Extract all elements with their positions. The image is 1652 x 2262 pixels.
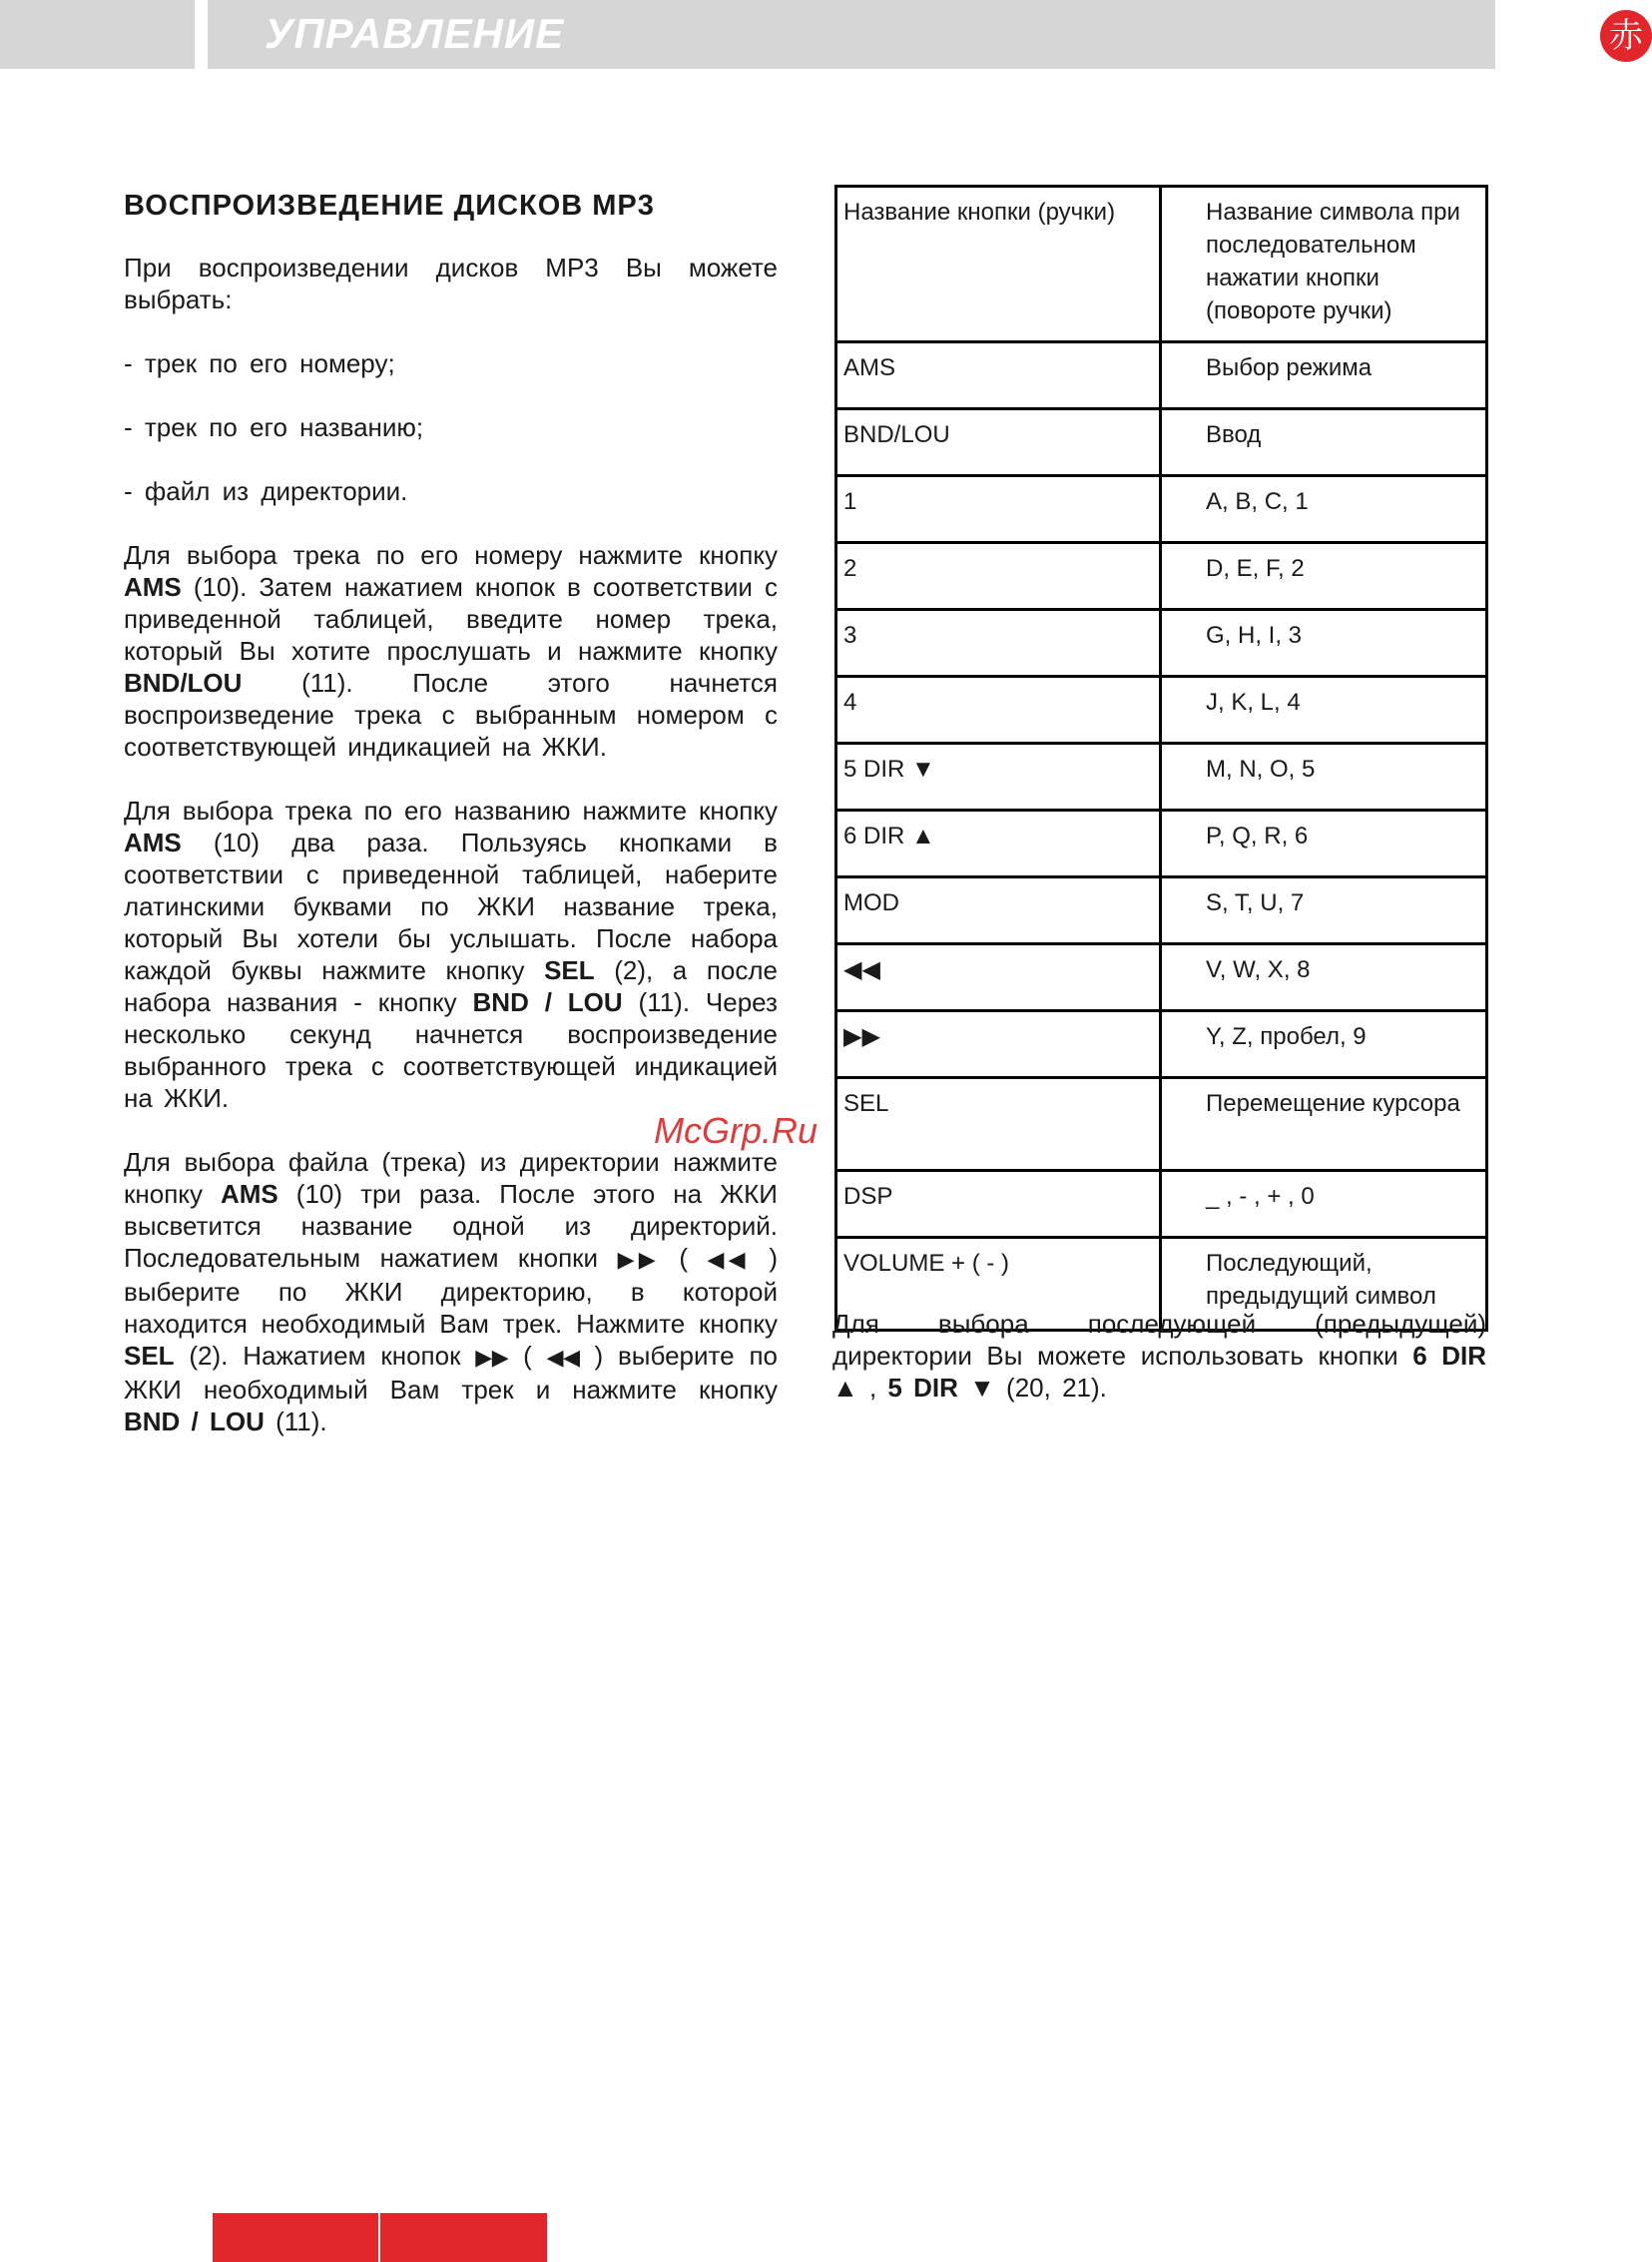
intro-paragraph: При воспроизведении дисков MP3 Вы можете выбрать: (124, 253, 778, 314)
bold-term: AMS (124, 572, 182, 602)
table-row (836, 811, 1487, 877)
text: (11). (264, 1407, 327, 1436)
text: ( (659, 1243, 708, 1273)
fast-forward-icon: ▶▶ (617, 1247, 660, 1272)
table-row (836, 1171, 1487, 1238)
table-cell-value: Выбор режима (1161, 342, 1487, 409)
bold-term: SEL (544, 955, 595, 985)
text: Для выбора последующей (предыдущей) директории Вы можете использовать кнопки (832, 1309, 1486, 1371)
table-row (836, 476, 1487, 543)
bold-term: SEL (124, 1341, 175, 1371)
table-cell-value: V, W, X, 8 (1161, 944, 1487, 1011)
table-cell-key: SEL (836, 1078, 1161, 1171)
table-header-cell: Название кнопки (ручки) (836, 187, 1161, 342)
rewind-icon: ◀◀ (707, 1247, 750, 1272)
paragraph-track-number (124, 539, 778, 763)
table-cell-value: A, B, C, 1 (1161, 476, 1487, 543)
bold-term: BND / LOU (124, 1407, 265, 1436)
table-row (836, 610, 1487, 677)
page-title: УПРАВЛЕНИЕ (265, 10, 565, 57)
text: (10) два раза. Пользуясь кнопками в соответствии с приведенной таблицей, наберите латинскими буквами по ЖКИ название трека, который Вы хотели бы услышать. После набора каждой буквы нажмите кнопку (124, 828, 778, 985)
table-cell-key: DSP (836, 1171, 1161, 1238)
table-cell-value: Y, Z, пробел, 9 (1161, 1011, 1487, 1078)
fast-forward-icon: ▶▶ (475, 1345, 509, 1370)
table-cell-key: BND/LOU (836, 409, 1161, 476)
table-cell-value: M, N, O, 5 (1161, 744, 1487, 811)
table-cell-value: P, Q, R, 6 (1161, 811, 1487, 877)
table-cell-value: D, E, F, 2 (1161, 543, 1487, 610)
table-cell-key: VOLUME + ( - ) (836, 1238, 1161, 1331)
directory-note (832, 1308, 1486, 1404)
text: ) выберите по ЖКИ необходимый Вам трек и нажмите кнопку (124, 1341, 778, 1405)
table-cell-key: AMS (836, 342, 1161, 409)
table-cell-key: MOD (836, 877, 1161, 944)
text: (20, 21). (994, 1373, 1107, 1403)
fast-forward-icon: ▶▶ (836, 1011, 1161, 1078)
table-row (836, 409, 1487, 476)
table-cell-key: 2 (836, 543, 1161, 610)
paragraph-track-name (124, 795, 778, 1114)
bold-term: 6 DIR ▲ (832, 1341, 1486, 1403)
table-cell-key: 3 (836, 610, 1161, 677)
table-cell-value: Ввод (1161, 409, 1487, 476)
table-row (836, 744, 1487, 811)
table-header-row (836, 187, 1487, 342)
text: , (857, 1373, 888, 1403)
bold-term: AMS (124, 828, 182, 857)
text: (10) три раза. После этого на ЖКИ высветится название одной из директорий. Последовательным нажатием кнопки (124, 1179, 778, 1273)
table-row (836, 342, 1487, 409)
table-cell-key: 4 (836, 677, 1161, 744)
table-row (836, 1011, 1487, 1078)
bold-term: BND / LOU (472, 987, 623, 1017)
header-bar (208, 0, 1643, 69)
list-item: - трек по его номеру; (124, 348, 395, 378)
button-symbol-table (834, 185, 1488, 1332)
footer-block (213, 2213, 378, 2262)
table-row (836, 877, 1487, 944)
rewind-icon: ◀◀ (836, 944, 1161, 1011)
table-cell-value: J, K, L, 4 (1161, 677, 1487, 744)
table-cell-value: _ , - , + , 0 (1161, 1171, 1487, 1238)
footer-block (380, 2213, 547, 2262)
watermark: McGrp.Ru (654, 1110, 819, 1151)
text: (10). Затем нажатием кнопок в соответствии с приведенной таблицей, введите номер трека, который Вы хотите прослушать и нажмите кнопку (124, 572, 778, 666)
table-header-cell: Название символа при последовательном нажатии кнопки (повороте ручки) (1161, 187, 1487, 342)
table-cell-value: G, H, I, 3 (1161, 610, 1487, 677)
table-cell-value: S, T, U, 7 (1161, 877, 1487, 944)
table-cell-value: Перемещение курсора (1161, 1078, 1487, 1171)
bold-term: 5 DIR ▼ (887, 1373, 995, 1403)
table-row (836, 1078, 1487, 1171)
text: ) выберите по ЖКИ директорию, в которой находится необходимый Вам трек. Нажмите кнопку (124, 1243, 778, 1339)
bold-term: BND/LOU (124, 668, 243, 698)
paragraph-directory (124, 1146, 778, 1437)
text: ( (508, 1341, 547, 1371)
list-item: - файл из директории. (124, 476, 408, 506)
main-text-column (124, 190, 778, 1469)
table-cell-key: 1 (836, 476, 1161, 543)
text: (2), а после набора названия - кнопку (124, 955, 778, 1017)
table-cell-value: Последующий, предыдущий символ (1161, 1238, 1487, 1331)
section-title: ВОСПРОИЗВЕДЕНИЕ ДИСКОВ MP3 (124, 190, 655, 222)
bold-term: AMS (220, 1179, 278, 1209)
text: (11). Через несколько секунд начнется воспроизведение выбранного трека с соответствующей индикацией на ЖКИ. (124, 987, 778, 1113)
rewind-icon: ◀◀ (546, 1345, 580, 1370)
text: Для выбора файла (трека) из директории нажмите кнопку (124, 1147, 778, 1209)
table-cell-key: 5 DIR ▼ (836, 744, 1161, 811)
header-left-bar (0, 0, 195, 69)
table-row (836, 543, 1487, 610)
text: Для выбора трека по его номеру нажмите кнопку (124, 540, 778, 570)
text: Для выбора трека по его названию нажмите кнопку (124, 796, 778, 826)
text: (11). После этого начнется воспроизведение трека с выбранным номером с соответствующей индикацией на ЖКИ. (124, 668, 778, 762)
table-row (836, 944, 1487, 1011)
text: (2). Нажатием кнопок (174, 1341, 476, 1371)
table-cell-key: 6 DIR ▲ (836, 811, 1161, 877)
brand-logo-icon: 赤 (1600, 10, 1652, 62)
table-row (836, 677, 1487, 744)
list-item: - трек по его названию; (124, 412, 424, 442)
